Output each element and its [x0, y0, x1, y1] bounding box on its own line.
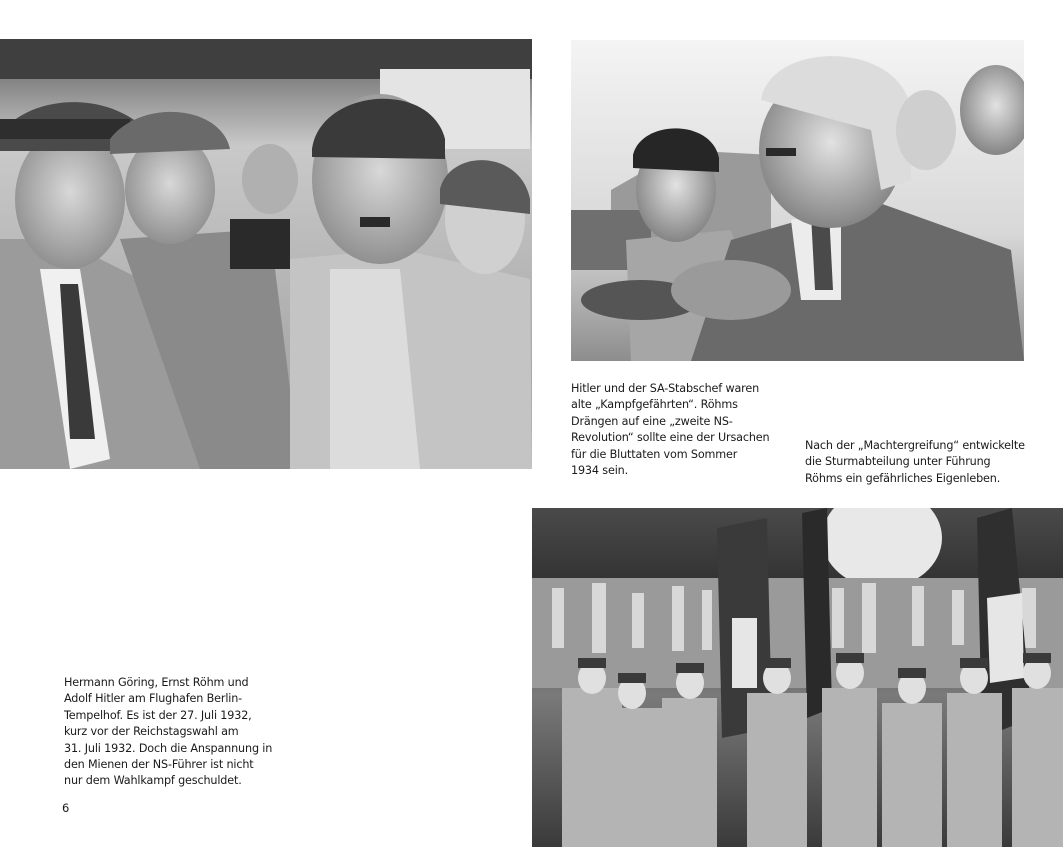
caption-line: die Sturmabteilung unter Führung: [805, 455, 991, 469]
photo-hitler-roehm-car: [571, 40, 1024, 361]
caption-hitler-roehm-car: [571, 381, 771, 479]
caption-line: nur dem Wahlkampf geschuldet.: [64, 774, 242, 788]
caption-line: Drängen auf eine „zweite NS-: [571, 414, 733, 428]
caption-line: alte „Kampfgefährten“. Röhms: [571, 398, 738, 412]
caption-sa-parade: [805, 438, 1045, 487]
caption-line: Tempelhof. Es ist der 27. Juli 1932,: [64, 708, 252, 722]
caption-line: Hitler und der SA-Stabschef waren: [571, 382, 760, 395]
caption-line: Röhms ein gefährliches Eigenleben.: [805, 471, 1001, 485]
caption-line: Nach der „Machtergreifung“ entwickelte: [805, 439, 1025, 452]
caption-line: 1934 sein.: [571, 464, 628, 478]
page-number: 6: [62, 801, 70, 815]
photo-sa-banner-parade: [532, 508, 1063, 847]
caption-goering-roehm-hitler: [64, 675, 274, 790]
caption-line: für die Bluttaten vom Sommer: [571, 447, 738, 461]
caption-line: den Mienen der NS-Führer ist nicht: [64, 758, 254, 772]
caption-line: 31. Juli 1932. Doch die Anspannung in: [64, 741, 273, 755]
photo-goering-roehm-hitler: [0, 39, 532, 469]
caption-line: Revolution“ sollte eine der Ursachen: [571, 431, 770, 445]
caption-line: kurz vor der Reichstagswahl am: [64, 725, 239, 739]
caption-line: Hermann Göring, Ernst Röhm und: [64, 676, 249, 689]
caption-line: Adolf Hitler am Flughafen Berlin-: [64, 692, 243, 706]
